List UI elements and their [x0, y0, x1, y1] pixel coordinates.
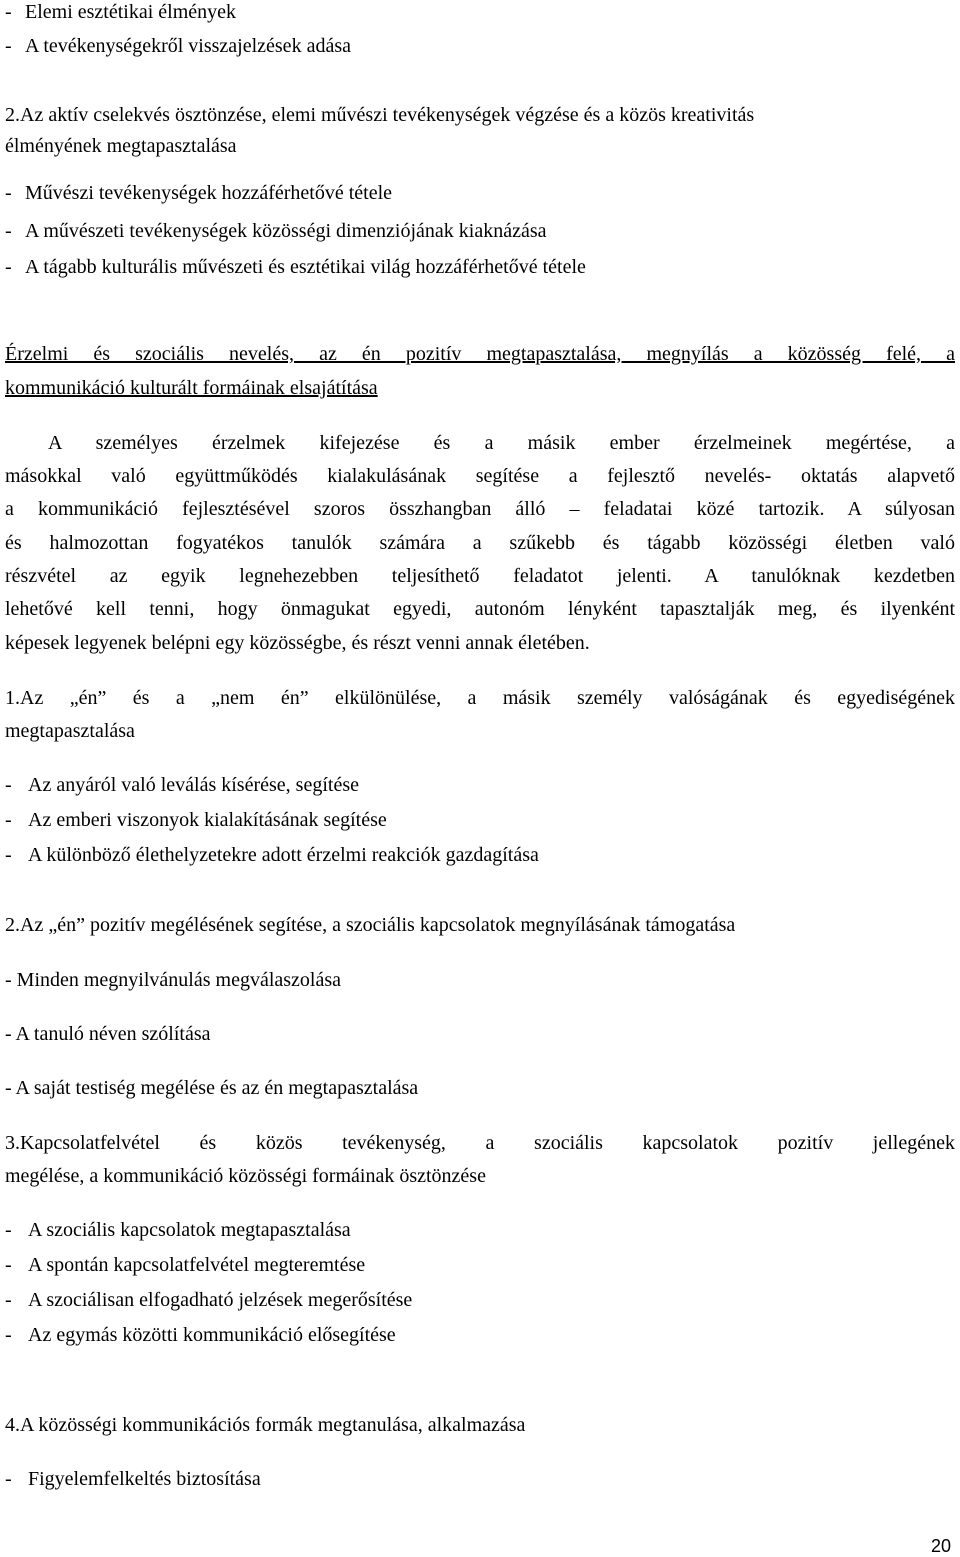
list-item	[5, 181, 392, 205]
list-item: - A saját testiség megélése és az én megtapasztalása	[5, 1077, 419, 1099]
list-item-text: A tágabb kulturális művészeti és esztétikai világ hozzáférhetővé tétele	[25, 256, 586, 278]
dash-bullet: -	[5, 1289, 12, 1311]
list-item	[5, 1467, 261, 1491]
paragraph-line: A személyes érzelmek kifejezése és a másik ember érzelmeinek megértése, a	[48, 432, 955, 454]
dash-bullet: -	[5, 774, 12, 796]
list-item	[5, 808, 387, 832]
list-item-text: A spontán kapcsolatfelvétel megteremtése	[28, 1254, 366, 1276]
paragraph-line: a kommunikáció fejlesztésével szoros összhangban álló – feladatai közé tartozik. A súlyosan	[5, 498, 955, 520]
dash-bullet: -	[5, 844, 12, 866]
list-item-text: A tevékenységekről visszajelzések adása	[25, 35, 351, 57]
list-item	[5, 219, 546, 243]
list-item-text: A művészeti tevékenységek közösségi dimenziójának kiaknázása	[25, 220, 547, 242]
subsection-heading: 3.Kapcsolatfelvétel és közös tevékenység, a szociális kapcsolatok pozitív jellegének	[5, 1132, 955, 1154]
list-item-text: Elemi esztétikai élmények	[25, 1, 237, 23]
paragraph-line: másokkal való együttműködés kialakulásának segítése a fejlesztő nevelés- oktatás alapvető	[5, 465, 955, 487]
dash-bullet: -	[5, 1324, 12, 1346]
subsection-heading-continued: megélése, a kommunikáció közösségi formáinak ösztönzése	[5, 1165, 486, 1187]
list-item-text: Művészi tevékenységek hozzáférhetővé tétele	[25, 182, 393, 204]
dash-bullet: -	[5, 35, 12, 57]
list-item	[5, 34, 351, 58]
list-item-text: Figyelemfelkeltés biztosítása	[28, 1468, 261, 1490]
list-item	[5, 773, 359, 797]
dash-bullet: -	[5, 256, 12, 278]
subsection-heading-continued: megtapasztalása	[5, 720, 135, 742]
page-number: 20	[931, 1536, 952, 1556]
subsection-heading: 1.Az „én” és a „nem én” elkülönülése, a másik személy valóságának és egyediségének	[5, 687, 955, 709]
list-item	[5, 843, 539, 867]
dash-bullet: -	[5, 1468, 12, 1490]
list-item-text: A különböző élethelyzetekre adott érzelmi reakciók gazdagítása	[28, 844, 539, 866]
main-heading: Érzelmi és szociális nevelés, az én pozitív megtapasztalása, megnyílás a közösség felé, a	[5, 343, 955, 365]
list-item	[5, 255, 586, 279]
paragraph-line: és halmozottan fogyatékos tanulók számára a szűkebb és tágabb közösségi életben való	[5, 532, 955, 554]
dash-bullet: -	[5, 220, 12, 242]
list-item-text: A szociálisan elfogadható jelzések megerősítése	[28, 1289, 413, 1311]
dash-bullet: -	[5, 1219, 12, 1241]
list-item	[5, 1218, 351, 1242]
list-item	[5, 0, 236, 24]
list-item-text: Az egymás közötti kommunikáció elősegítése	[28, 1324, 396, 1346]
list-item	[5, 1288, 412, 1312]
dash-bullet: -	[5, 1254, 12, 1276]
section-heading-continued: élményének megtapasztalása	[5, 135, 237, 157]
subsection-heading: 4.A közösségi kommunikációs formák megtanulása, alkalmazása	[5, 1414, 526, 1436]
dash-bullet: -	[5, 809, 12, 831]
list-item-text: A szociális kapcsolatok megtapasztalása	[28, 1219, 351, 1241]
list-item-text: Az emberi viszonyok kialakításának segítése	[28, 809, 387, 831]
paragraph-line: képesek legyenek belépni egy közösségbe, és részt venni annak életében.	[5, 632, 590, 654]
section-heading: 2.Az aktív cselekvés ösztönzése, elemi művészi tevékenységek végzése és a közös kreativitás	[5, 104, 755, 126]
dash-bullet: -	[5, 182, 12, 204]
paragraph-line: lehetővé kell tenni, hogy önmagukat egyedi, autonóm lényként tapasztalják meg, és ilyenként	[5, 598, 955, 620]
list-item: - A tanuló néven szólítása	[5, 1023, 211, 1045]
paragraph-line: részvétel az egyik legnehezebben teljesíthető feladatot jelenti. A tanulóknak kezdetben	[5, 565, 955, 587]
list-item	[5, 1323, 396, 1347]
list-item: - Minden megnyilvánulás megválaszolása	[5, 969, 342, 991]
list-item	[5, 1253, 365, 1277]
dash-bullet: -	[5, 1, 12, 23]
list-item-text: Az anyáról való leválás kísérése, segítése	[28, 774, 359, 796]
subsection-heading: 2.Az „én” pozitív megélésének segítése, a szociális kapcsolatok megnyílásának támogatása	[5, 914, 736, 936]
main-heading-continued: kommunikáció kulturált formáinak elsajátítása	[5, 377, 378, 399]
